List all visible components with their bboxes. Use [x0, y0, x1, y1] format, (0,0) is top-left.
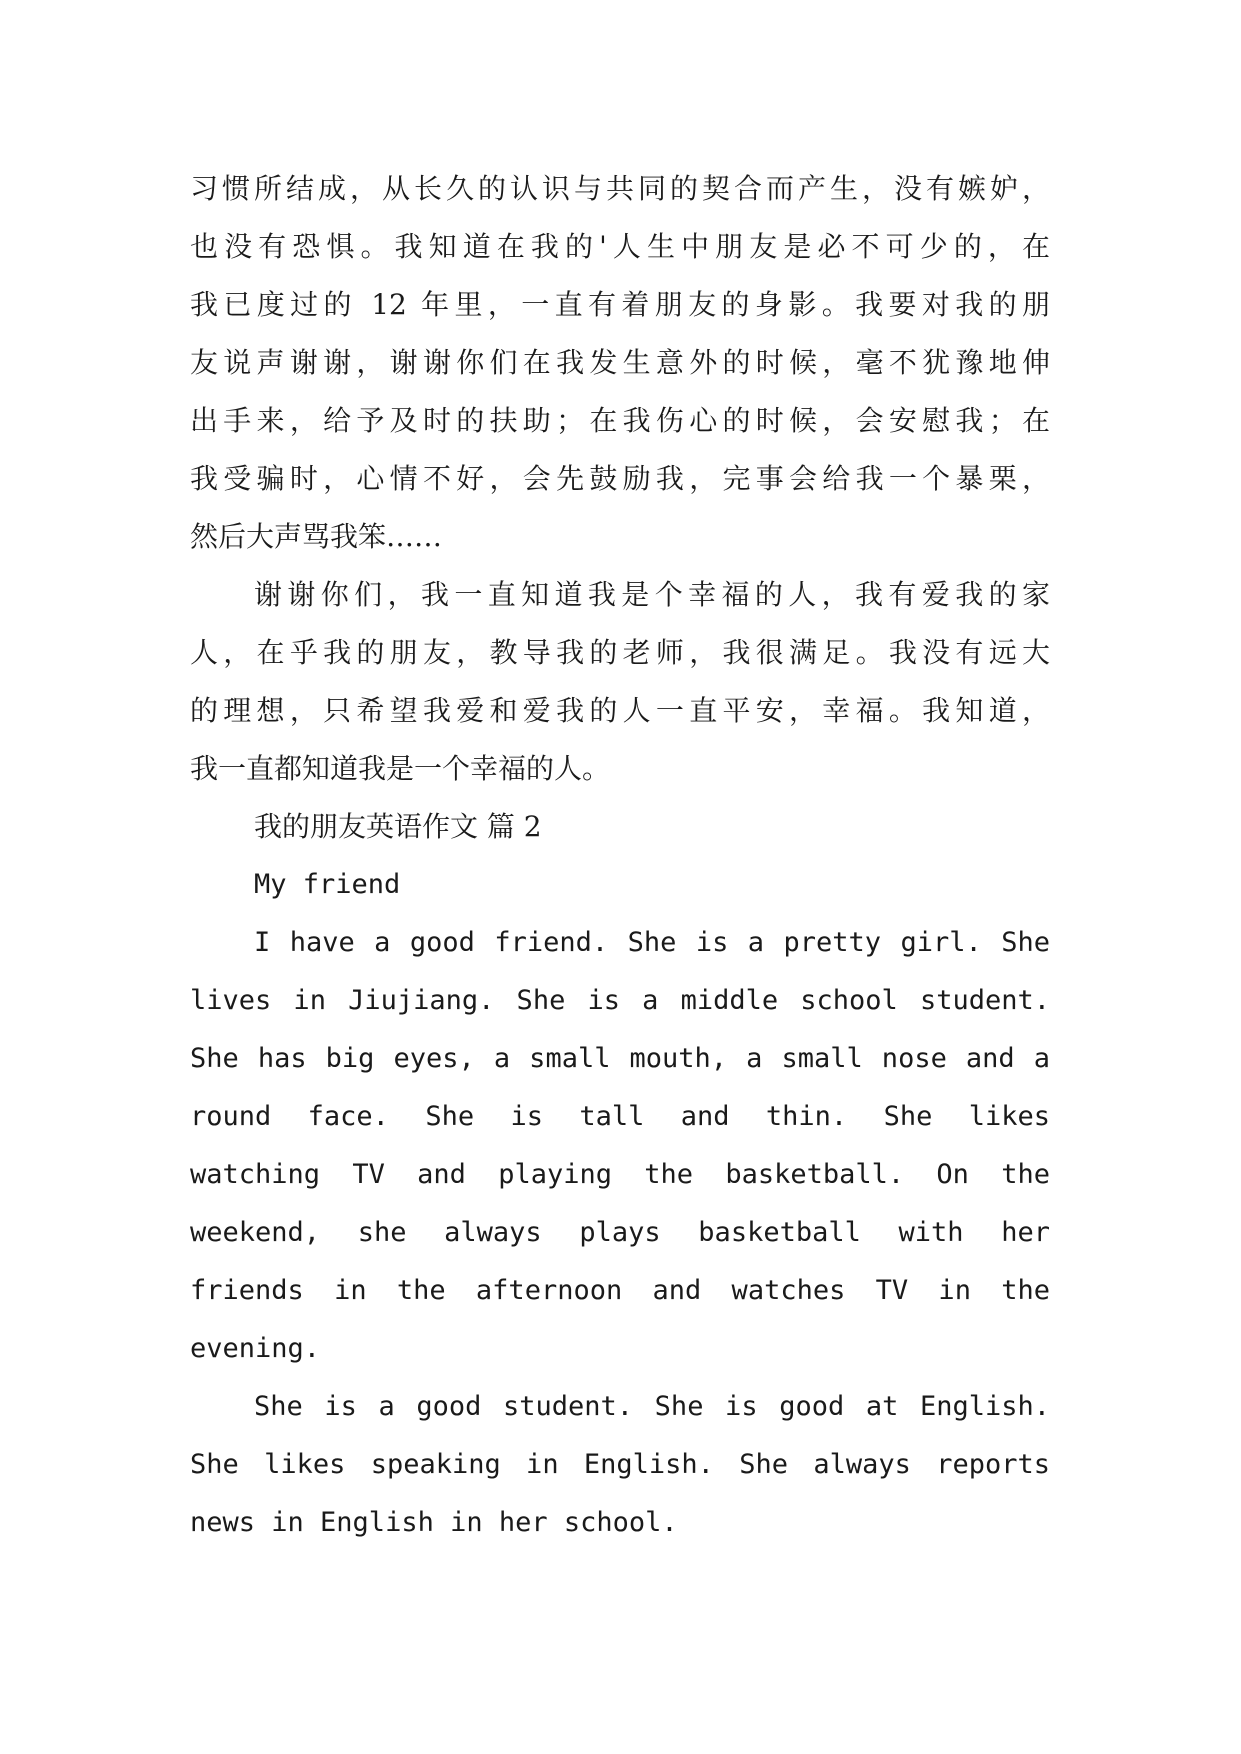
text-line: 的理想，只希望我爱和爱我的人一直平安，幸福。我知道， — [190, 694, 1050, 727]
text-line: She is a good student. She is good at English. — [254, 1391, 1050, 1422]
text-line: news in English in her school. — [190, 1507, 678, 1538]
text-line: 然后大声骂我笨…… — [190, 520, 443, 553]
essay-title: My friend — [254, 869, 401, 900]
text-line: She has big eyes, a small mouth, a small nose and a — [190, 1043, 1050, 1074]
text-line: 我已度过的 12 年里，一直有着朋友的身影。我要对我的朋 — [190, 288, 1050, 321]
text-line: lives in Jiujiang. She is a middle school student. — [190, 985, 1050, 1016]
text-line: 习惯所结成，从长久的认识与共同的契合而产生，没有嫉妒， — [190, 172, 1050, 205]
text-line: 人，在乎我的朋友，教导我的老师，我很满足。我没有远大 — [190, 636, 1050, 669]
text-line: 友说声谢谢，谢谢你们在我发生意外的时候，毫不犹豫地伸 — [190, 346, 1050, 379]
text-line: 谢谢你们，我一直知道我是个幸福的人，我有爱我的家 — [254, 578, 1050, 611]
text-line: She likes speaking in English. She always reports — [190, 1449, 1050, 1480]
text-line: watching TV and playing the basketball. On the — [190, 1159, 1050, 1190]
paragraph-happiness — [190, 566, 1050, 798]
text-line: 出手来，给予及时的扶助；在我伤心的时候，会安慰我；在 — [190, 404, 1050, 437]
text-line: 我受骗时，心情不好，会先鼓励我，完事会给我一个暴栗， — [190, 462, 1050, 495]
document-body — [190, 160, 1050, 1552]
paragraph-good-student — [190, 1378, 1050, 1552]
text-line: 也没有恐惧。我知道在我的'人生中朋友是必不可少的，在 — [190, 230, 1050, 263]
section-heading: 我的朋友英语作文 篇 2 — [254, 810, 542, 843]
text-line: weekend, she always plays basketball with her — [190, 1217, 1050, 1248]
text-line: friends in the afternoon and watches TV in the — [190, 1275, 1050, 1306]
text-line: I have a good friend. She is a pretty girl. She — [254, 927, 1050, 958]
text-line: round face. She is tall and thin. She likes — [190, 1101, 1050, 1132]
paragraph-friend-description — [190, 914, 1050, 1378]
paragraph-friendship-tribute — [190, 160, 1050, 566]
text-line: 我一直都知道我是一个幸福的人。 — [190, 752, 611, 785]
text-line: evening. — [190, 1333, 321, 1364]
